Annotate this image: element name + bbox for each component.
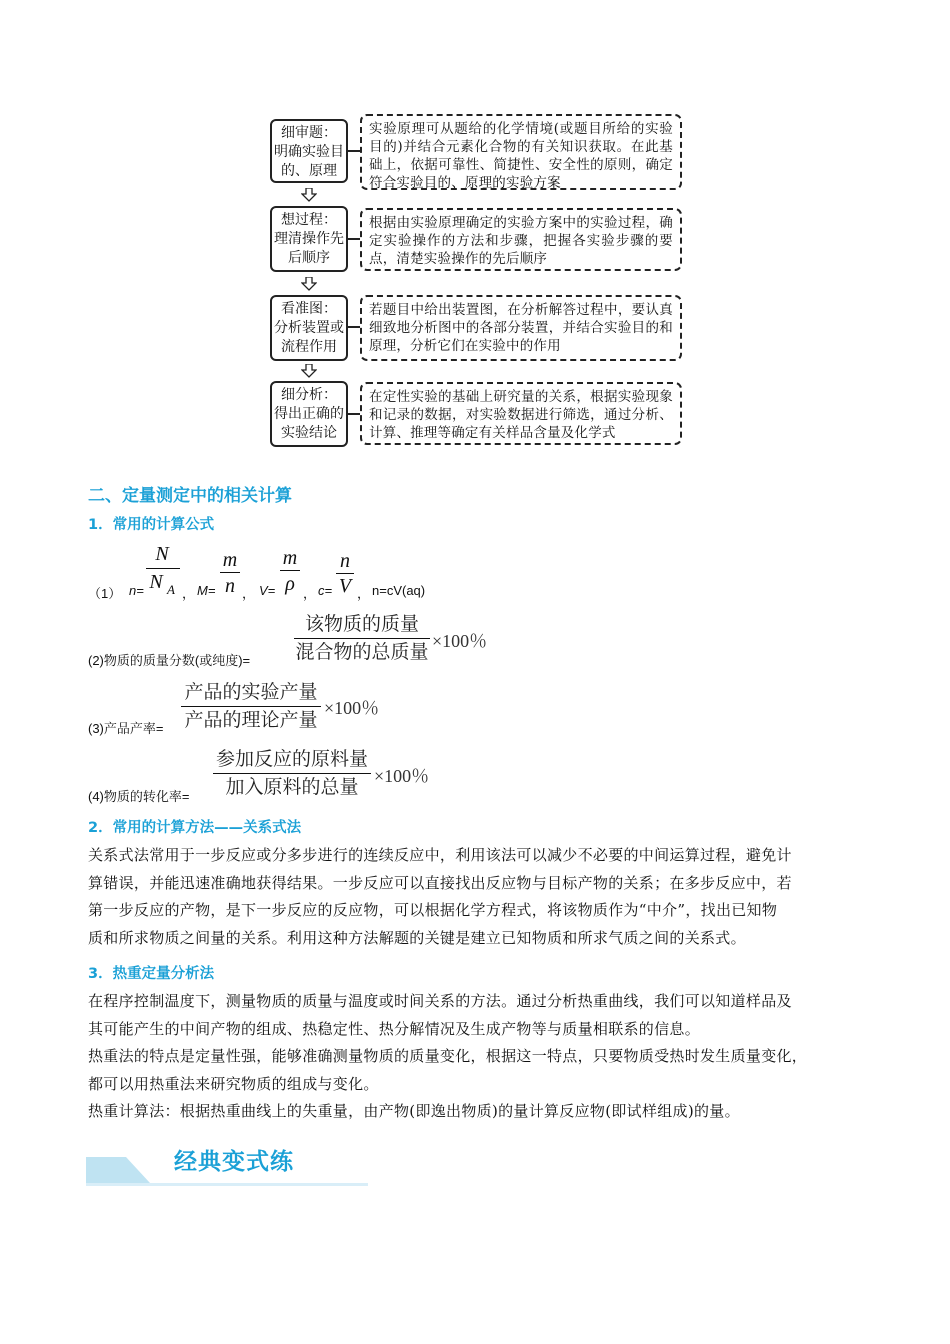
subsection-title-formulas: 1．常用的计算公式 — [88, 517, 215, 533]
formula-V-fraction-bar — [280, 570, 300, 571]
flow-step-4-connector — [348, 413, 360, 415]
paragraph-line: 热重计算法：根据热重曲线上的失重量，由产物(即逸出物质)的量计算反应物(即试样组成)的量。 — [88, 1102, 740, 1120]
formula-3-fraction-bar — [181, 706, 321, 707]
formula-n-fraction-bar — [146, 568, 180, 569]
formula-sep-1: ， — [182, 586, 196, 601]
formula-2-label: (2)物质的质量分数(或纯度)= — [88, 653, 251, 668]
flow-step-3-label: 看准图： — [281, 301, 337, 317]
flow-step-3-desc: 若题目中给出装置图，在分析解答过程中，要认真细致地分析图中的各部分装置，并结合实验目的和原理，分析它们在实验中的作用 — [369, 302, 673, 354]
down-arrow-icon — [301, 277, 317, 291]
paragraph-line: 算错误，并能迅速准确地获得结果。一步反应可以直接找出反应物与目标产物的关系；在多步反应中，若 — [88, 873, 792, 892]
flow-step-3-title-box — [270, 295, 348, 361]
flow-step-1-desc-box — [360, 114, 682, 190]
formula-3-numerator: 产品的实验产量 — [184, 681, 318, 703]
formula-2-fraction-bar — [294, 638, 430, 639]
formula-3-percent: ×100％ — [324, 698, 380, 718]
flow-step-4-sub: 得出正确的实验结论 — [274, 406, 344, 441]
flow-step-4-desc: 在定性实验的基础上研究量的关系，根据实验现象和记录的数据，对实验数据进行筛选，通过分析、计算、推理等确定有关样品含量及化学式 — [369, 389, 673, 441]
subsection-title-relation-method: 2．常用的计算方法——关系式法 — [88, 820, 302, 836]
formula-4-fraction-bar — [213, 773, 371, 774]
formula-M-numerator: m — [222, 549, 238, 571]
down-arrow-icon — [301, 188, 317, 202]
flow-step-3-connector — [348, 326, 360, 328]
formula-sep-3: ， — [303, 586, 317, 601]
flow-step-2-title-box — [270, 206, 348, 272]
flow-step-1-label: 细审题： — [281, 125, 337, 141]
banner-title: 经典变式练 — [174, 1149, 294, 1175]
formula-sep-2: ， — [242, 586, 256, 601]
subsection-title-thermogravimetry: 3．热重定量分析法 — [88, 966, 215, 982]
flow-step-1-desc: 实验原理可从题给的化学情境(或题目所给的实验目的)并结合元素化合物的有关知识获取。在此基础上，依据可靠性、简捷性、安全性的原则，确定符合实验目的、原理的实验方案 — [369, 121, 673, 191]
thermogravimetry-paragraph — [88, 988, 866, 1126]
paragraph-line: 热重法的特点是定量性强，能够准确测量物质的质量变化，根据这一特点，只要物质受热时发生质量变化， — [88, 1047, 808, 1065]
formula-M-label: M= — [197, 583, 216, 598]
formula-2-percent: ×100％ — [432, 631, 488, 651]
formula-n-denominator: N — [149, 571, 163, 593]
flow-step-3-sub: 分析装置或流程作用 — [274, 320, 344, 355]
flow-step-3-desc-box — [360, 295, 682, 361]
flow-step-2-sub: 理清操作先后顺序 — [274, 231, 344, 266]
formula-c-fraction-bar — [336, 573, 354, 574]
formula-3-denominator: 产品的理论产量 — [184, 709, 318, 731]
flow-step-1-connector — [348, 150, 360, 152]
relation-method-paragraph — [88, 842, 866, 952]
formula-1-prefix: （1） — [88, 586, 122, 601]
down-arrow-icon — [301, 364, 317, 378]
formula-V-denominator: ρ — [285, 573, 295, 595]
formula-M-fraction-bar — [220, 572, 240, 573]
flow-step-2-label: 想过程： — [281, 212, 337, 228]
formula-3-label: (3)产品产率= — [88, 721, 164, 736]
formula-sep-4: ， — [357, 586, 371, 601]
formula-n-numerator: N — [155, 543, 169, 565]
paragraph-line: 其可能产生的中间产物的组成、热稳定性、热分解情况及生成产物等与质量相联系的信息。 — [88, 1019, 701, 1038]
flow-step-4-desc-box — [360, 382, 682, 445]
section-title: 二、定量测定中的相关计算 — [88, 486, 292, 506]
flow-step-4-label: 细分析： — [281, 387, 337, 403]
flow-step-1-title-box — [270, 119, 348, 183]
formula-M-denominator: n — [225, 575, 235, 597]
formula-n-label: n= — [129, 583, 144, 598]
formula-n-subscript: A — [167, 582, 175, 597]
formula-n-cV: n=cV(aq) — [372, 583, 426, 598]
flow-step-1-sub: 明确实验目的、原理 — [274, 144, 344, 179]
formula-2-numerator: 该物质的质量 — [304, 613, 419, 635]
paragraph-line: 质和所求物质之间量的关系。利用这种方法解题的关键是建立已知物质和所求气质之间的关系式。 — [88, 928, 746, 947]
formula-c-denominator: V — [338, 575, 352, 597]
formula-V-label: V= — [259, 583, 276, 598]
flow-step-2-desc: 根据由实验原理确定的实验方案中的实验过程，确定实验操作的方法和步骤，把握各实验步骤的要点，清楚实验操作的先后顺序 — [369, 215, 673, 267]
paragraph-line: 关系式法常用于一步反应或分多步进行的连续反应中，利用该法可以减少不必要的中间运算过程，避免计 — [88, 846, 792, 864]
formula-c-label: c= — [318, 583, 333, 598]
formula-4-percent: ×100％ — [374, 766, 430, 786]
paragraph-line: 在程序控制温度下，测量物质的质量与温度或时间关系的方法。通过分析热重曲线，我们可以知道样品及 — [88, 992, 792, 1010]
formula-4-numerator: 参加反应的原料量 — [215, 748, 368, 770]
formula-4-denominator: 加入原料的总量 — [225, 776, 359, 798]
formula-c-numerator: n — [340, 550, 350, 572]
paragraph-line: 第一步反应的产物，是下一步反应的反应物，可以根据化学方程式，将该物质作为“中介”，找出已知物 — [88, 901, 778, 919]
paragraph-line: 都可以用热重法来研究物质的组成与变化。 — [88, 1074, 379, 1093]
formula-V-numerator: m — [282, 547, 298, 569]
flow-step-2-connector — [348, 238, 360, 240]
formula-4-label: (4)物质的转化率= — [88, 789, 190, 804]
flow-step-4-title-box — [270, 381, 348, 447]
flow-step-2-desc-box — [360, 208, 682, 271]
formula-2-denominator: 混合物的总质量 — [295, 641, 429, 663]
